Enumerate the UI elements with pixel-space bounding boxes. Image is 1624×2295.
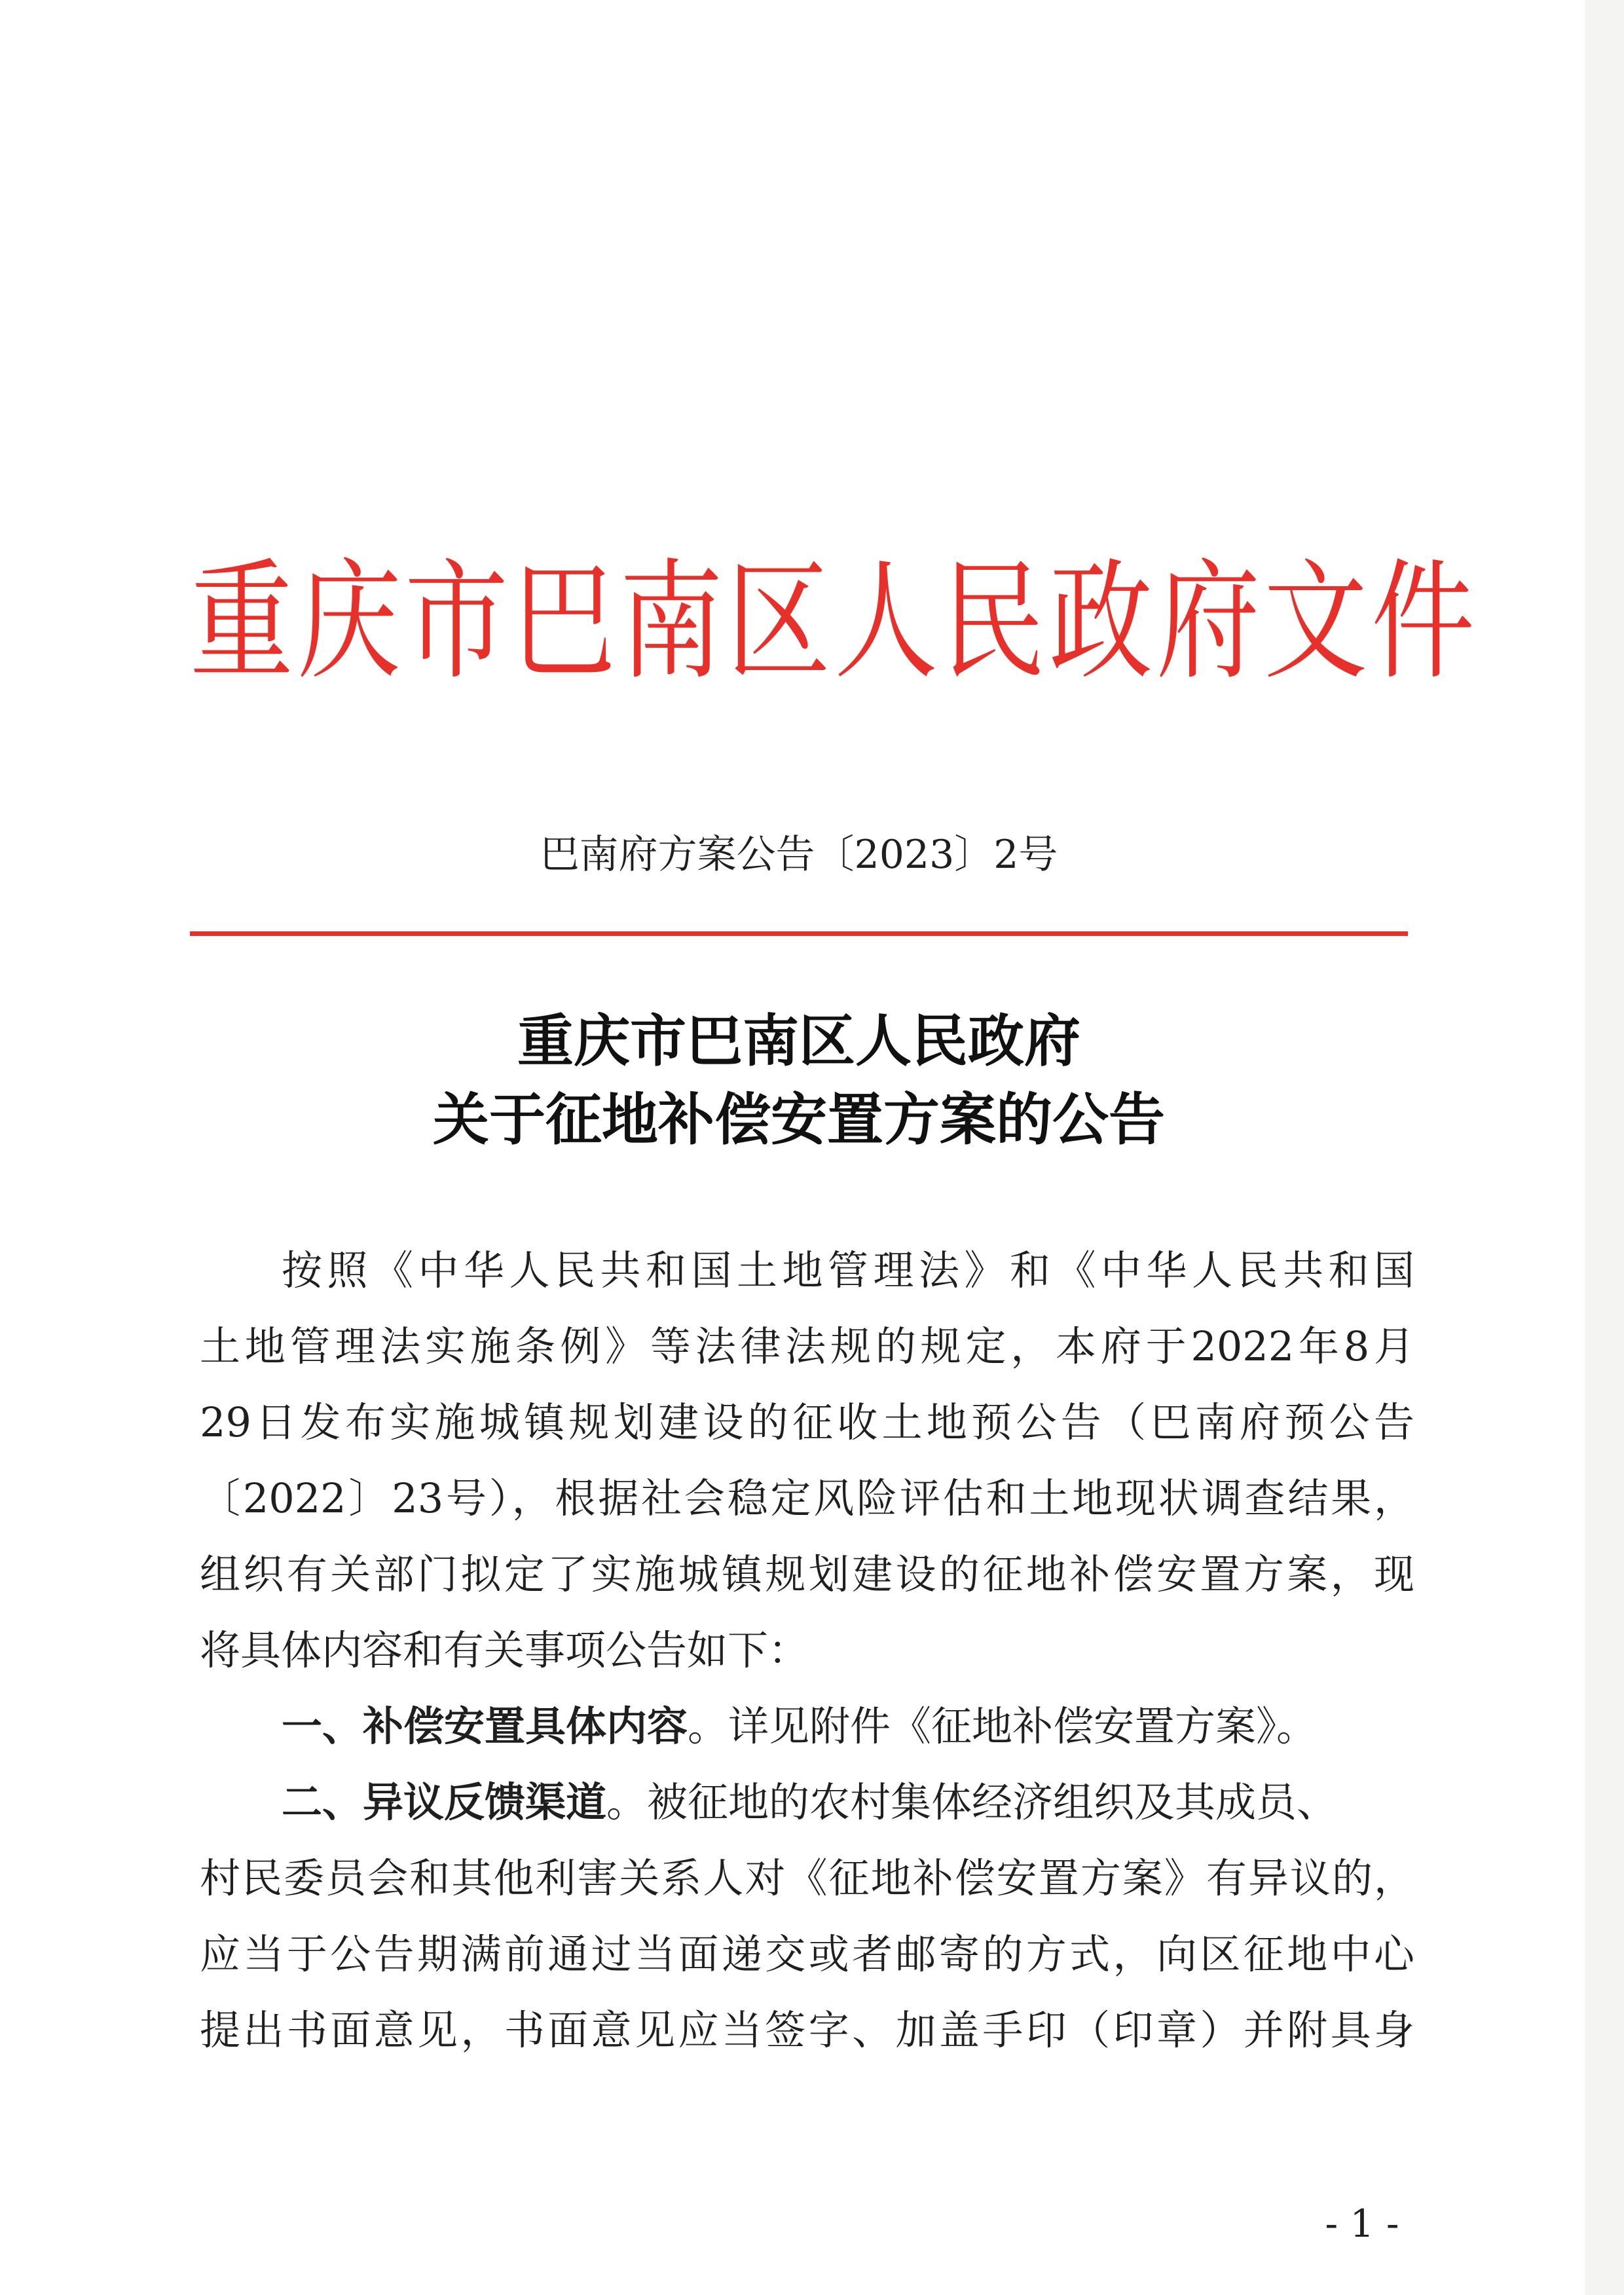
section-2-continuation-line: 应当于公告期满前通过当面递交或者邮寄的方式，向区征地中心: [200, 1930, 1414, 1978]
body-paragraph-line: 土地管理法实施条例》等法律法规的规定，本府于2022年8月: [200, 1322, 1414, 1370]
page-number: - 1 -: [1325, 2201, 1399, 2246]
document-number: 巴南府方案公告〔2023〕2号: [540, 832, 1058, 878]
notice-title-line-1: 重庆市巴南区人民政府: [517, 1009, 1080, 1074]
section-1-text: 。详见附件《征地补偿安置方案》。: [688, 1702, 1318, 1750]
red-header-title: 重庆市巴南区人民政府文件: [190, 547, 1479, 698]
section-2-heading: 二、异议反馈渠道: [282, 1778, 607, 1826]
body-paragraph-line: 〔2022〕23号），根据社会稳定风险评估和土地现状调查结果，: [200, 1474, 1414, 1522]
body-paragraph-line: 29日发布实施城镇规划建设的征收土地预公告（巴南府预公告: [200, 1398, 1414, 1446]
body-paragraph-line: 组织有关部门拟定了实施城镇规划建设的征地补偿安置方案，现: [200, 1550, 1414, 1598]
section-2-line: [282, 1763, 1414, 1842]
section-2-continuation-line: 提出书面意见，书面意见应当签字、加盖手印（印章）并附具身: [200, 2006, 1414, 2054]
page-edge-shadow: [1585, 0, 1624, 2295]
section-2-continuation-line: 村民委员会和其他利害关系人对《征地补偿安置方案》有异议的，: [200, 1854, 1414, 1902]
body-paragraph-line: 按照《中华人民共和国土地管理法》和《中华人民共和国: [282, 1246, 1414, 1294]
notice-title-line-2: 关于征地补偿安置方案的公告: [433, 1087, 1165, 1153]
section-1-line: [282, 1687, 1414, 1766]
red-divider-line: [190, 931, 1408, 936]
section-2-text: 。被征地的农村集体经济组织及其成员、: [606, 1778, 1338, 1826]
body-paragraph-line: 将具体内容和有关事项公告如下：: [200, 1626, 809, 1674]
section-1-heading: 一、补偿安置具体内容: [282, 1702, 688, 1750]
